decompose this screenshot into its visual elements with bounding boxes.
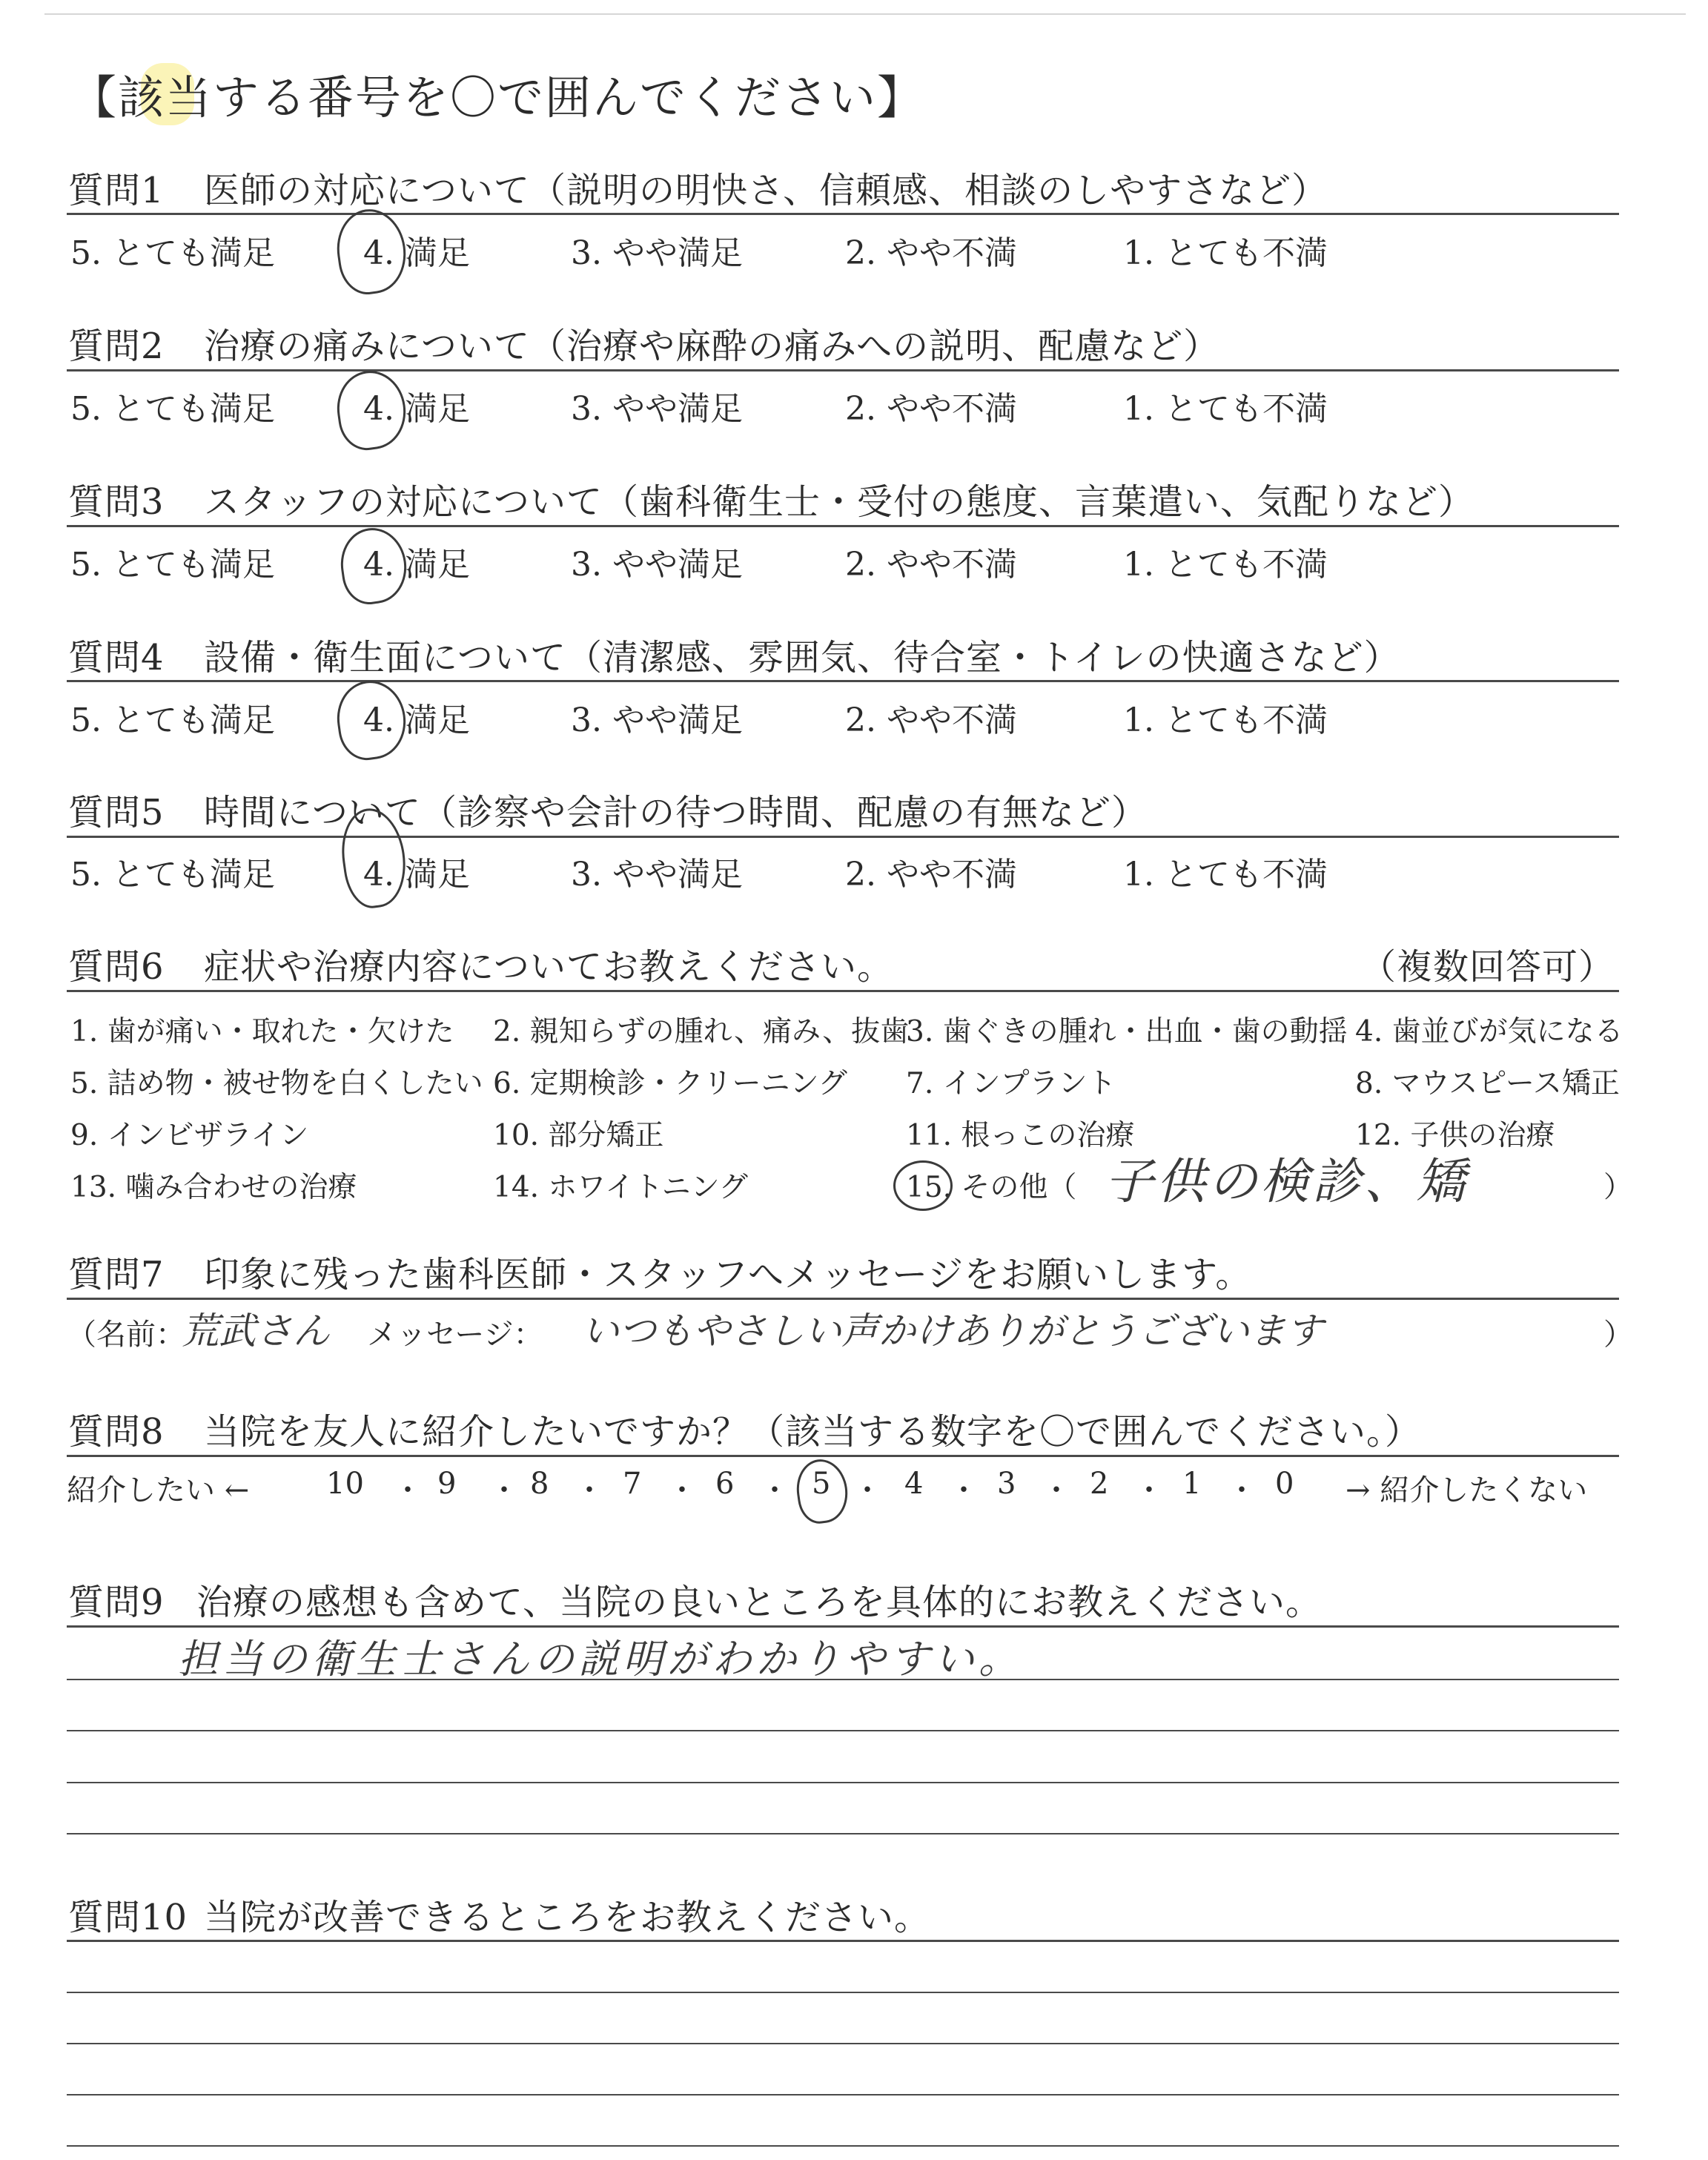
question-1-rule [67,213,1619,215]
q6-item-8[interactable]: 8. マウスピース矯正 [1355,1067,1620,1100]
q8-dot: ・ [949,1473,979,1507]
question-6-label: 質問6 [68,946,165,988]
question-2-text: 治療の痛みについて（治療や麻酔の痛みへの説明、配慮など） [204,326,1220,367]
q8-scale-4[interactable]: 4 [904,1467,924,1501]
q2-option-2[interactable]: 2. やや不満 [845,390,1017,428]
question-10-text: 当院が改善できるところをお教えください。 [204,1897,931,1938]
q8-scale-8[interactable]: 8 [530,1467,549,1501]
q6-item-12[interactable]: 12. 子供の治療 [1355,1119,1555,1152]
q9-answer-line [67,1730,1619,1731]
page-title: 【該当する番号を〇で囲んでください】 [70,70,925,125]
question-3-rule [67,525,1619,527]
q8-dot: ・ [667,1473,697,1507]
q9-answer-line [67,1833,1619,1834]
q10-answer-line [67,1992,1619,1993]
q6-item-11[interactable]: 11. 根っこの治療 [906,1119,1135,1152]
q6-item-6[interactable]: 6. 定期検診・クリーニング [493,1067,847,1100]
q7-message-label: メッセージ： [367,1318,543,1352]
q8-scale-10[interactable]: 10 [326,1467,364,1501]
question-5-rule [67,836,1619,838]
q6-item-15[interactable]: 15. その他（ [906,1171,1077,1204]
q1-option-1[interactable]: 1. とても不満 [1123,234,1328,272]
q6-selected-circle [893,1160,953,1211]
q3-option-5[interactable]: 5. とても満足 [70,546,275,584]
q3-option-3[interactable]: 3. やや満足 [571,546,743,584]
question-9-label: 質問9 [68,1582,165,1623]
question-2-label: 質問2 [68,326,165,367]
q8-scale-2[interactable]: 2 [1090,1467,1109,1501]
q2-option-5[interactable]: 5. とても満足 [70,390,275,428]
question-1-text: 医師の対応について（説明の明快さ、信頼感、相談のしやすさなど） [204,170,1328,211]
q6-other-close: ） [1603,1171,1633,1204]
q8-dot: ・ [760,1473,790,1507]
question-2-rule [67,369,1619,371]
q8-scale-7[interactable]: 7 [623,1467,642,1501]
q7-close: ） [1603,1318,1633,1352]
q3-option-1[interactable]: 1. とても不満 [1123,546,1328,584]
q8-scale-3[interactable]: 3 [997,1467,1016,1501]
q8-scale-6[interactable]: 6 [715,1467,735,1501]
q10-answer-line [67,2094,1619,2095]
q1-option-4[interactable]: 4. 満足 [363,234,470,272]
question-7-rule [67,1298,1619,1300]
q8-selected-circle [792,1456,851,1527]
q8-scale-1[interactable]: 1 [1182,1467,1202,1501]
q4-option-4[interactable]: 4. 満足 [363,701,470,739]
question-8-rule [67,1455,1619,1457]
q2-selected-circle [332,366,411,454]
q2-option-4[interactable]: 4. 満足 [363,390,470,428]
q1-option-2[interactable]: 2. やや不満 [845,234,1017,272]
q6-item-14[interactable]: 14. ホワイトニング [493,1171,748,1204]
q5-option-4[interactable]: 4. 満足 [363,856,470,894]
q8-right-label: → 紹介したくない [1345,1473,1588,1507]
q8-scale-5[interactable]: 5 [812,1467,831,1501]
question-8-text: 当院を友人に紹介したいですか？（該当する数字を〇で囲んでください。） [204,1411,1422,1453]
question-10-label: 質問10 [68,1897,188,1938]
q7-name-handwritten[interactable]: 荒武さん [182,1309,330,1353]
q4-option-2[interactable]: 2. やや不満 [845,701,1017,739]
question-3-label: 質問3 [68,481,165,523]
q8-dot: ・ [575,1473,604,1507]
top-border [44,13,1686,15]
q7-name-label: （名前： [67,1318,185,1352]
q5-option-5[interactable]: 5. とても満足 [70,856,275,894]
question-3-text: スタッフの対応について（歯科衛生士・受付の態度、言葉遣い、気配りなど） [204,481,1475,523]
q8-dot: ・ [1227,1473,1257,1507]
q6-item-10[interactable]: 10. 部分矯正 [493,1119,664,1152]
q8-left-label: 紹介したい ← [67,1473,250,1507]
q5-option-2[interactable]: 2. やや不満 [845,856,1017,894]
q6-item-3[interactable]: 3. 歯ぐきの腫れ・出血・歯の動揺 [906,1015,1348,1048]
q8-dot: ・ [393,1473,423,1507]
q2-option-3[interactable]: 3. やや満足 [571,390,743,428]
q10-answer-line [67,2043,1619,2044]
q4-option-1[interactable]: 1. とても不満 [1123,701,1328,739]
q10-answer-line [67,2145,1619,2147]
q8-dot: ・ [1134,1473,1164,1507]
q1-option-5[interactable]: 5. とても満足 [70,234,275,272]
question-7-label: 質問7 [68,1254,165,1295]
question-9-text: 治療の感想も含めて、当院の良いところを具体的にお教えください。 [196,1582,1323,1623]
question-7-text: 印象に残った歯科医師・スタッフへメッセージをお願いします。 [204,1254,1252,1295]
q6-other-handwritten: 子供の検診、矯 [1105,1153,1468,1210]
question-1-label: 質問1 [68,170,165,211]
q4-selected-circle [332,676,411,764]
question-6-rule [67,990,1619,992]
q4-option-5[interactable]: 5. とても満足 [70,701,275,739]
question-8-label: 質問8 [68,1411,165,1453]
question-4-rule [67,680,1619,682]
q6-item-13[interactable]: 13. 噛み合わせの治療 [70,1171,357,1204]
q1-option-3[interactable]: 3. やや満足 [571,234,743,272]
q6-item-9[interactable]: 9. インビザライン [70,1119,309,1152]
question-4-label: 質問4 [68,637,165,678]
q3-selected-circle [336,524,411,607]
q5-option-3[interactable]: 3. やや満足 [571,856,743,894]
question-5-text: 時間について（診察や会計の待つ時間、配慮の有無など） [204,792,1148,833]
q7-message-handwritten[interactable]: いつもやさしい声かけありがとうございます [582,1309,1323,1353]
q5-option-1[interactable]: 1. とても不満 [1123,856,1328,894]
q2-option-1[interactable]: 1. とても不満 [1123,390,1328,428]
q6-item-5[interactable]: 5. 詰め物・被せ物を白くしたい [70,1067,483,1100]
question-6-note: （複数回答可） [1360,946,1615,988]
q8-scale-9[interactable]: 9 [437,1467,457,1501]
q9-answer-line [67,1679,1619,1680]
q8-dot: ・ [853,1473,882,1507]
q6-item-7[interactable]: 7. インプラント [906,1067,1116,1100]
question-5-label: 質問5 [68,792,165,833]
question-10-rule [67,1940,1619,1942]
q8-dot: ・ [1042,1473,1071,1507]
q8-dot: ・ [489,1473,519,1507]
q9-answer-line [67,1782,1619,1783]
q6-item-4[interactable]: 4. 歯並びが気になる [1355,1015,1623,1048]
question-4-text: 設備・衛生面について（清潔感、雰囲気、待合室・トイレの快適さなど） [204,637,1400,678]
q3-option-2[interactable]: 2. やや不満 [845,546,1017,584]
q1-selected-circle [332,205,411,298]
q3-option-4[interactable]: 4. 満足 [363,546,470,584]
q6-item-2[interactable]: 2. 親知らずの腫れ、痛み、抜歯 [493,1015,910,1048]
q8-scale-0[interactable]: 0 [1275,1467,1294,1501]
q6-item-1[interactable]: 1. 歯が痛い・取れた・欠けた [70,1015,454,1048]
q4-option-3[interactable]: 3. やや満足 [571,701,743,739]
q9-handwritten-answer[interactable]: 担当の衛生士さんの説明がわかりやすい。 [178,1636,1023,1682]
question-6-text: 症状や治療内容についてお教えください。 [204,946,894,988]
